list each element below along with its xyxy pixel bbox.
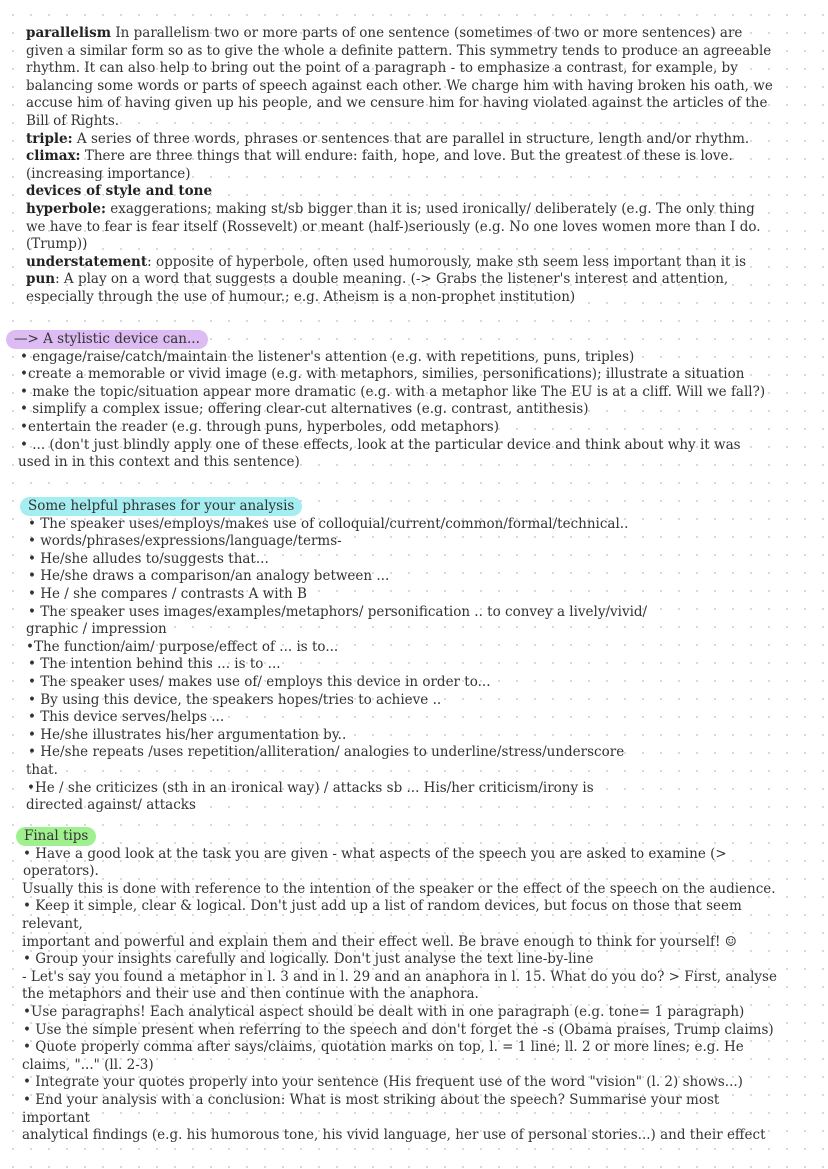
phrases-line: graphic / impression xyxy=(26,621,167,638)
definition-line xyxy=(26,166,191,184)
definition-line xyxy=(26,78,773,96)
definition-text: rhythm. It can also help to bring out the point of a paragraph - to emphasize a contrast, for example, by xyxy=(26,60,738,77)
stylistic-line: • engage/raise/catch/maintain the listener's attention (e.g. with repetitions, puns, triples) xyxy=(20,348,635,365)
definition-term: devices of style and tone xyxy=(26,183,213,200)
definition-term: pun xyxy=(26,271,56,288)
definition-text: we have to fear is fear itself (Rossevelt) or meant (half-)seriously (e.g. No one loves women more than I do. xyxy=(26,218,761,235)
tips-line: the metaphors and their use and then continue with the anaphora. xyxy=(22,986,479,1003)
definition-text: : opposite of hyperbole, often used humorously, make sth seem less important than it is xyxy=(147,253,747,270)
definition-line xyxy=(26,113,119,131)
definition-line xyxy=(26,183,212,201)
phrases-line: • He/she repeats /uses repetition/alliteration/ analogies to underline/stress/underscore xyxy=(28,744,625,761)
definition-line xyxy=(26,201,755,219)
tips-line: relevant, xyxy=(22,916,83,932)
stylistic-heading-highlight: —> A stylistic device can... xyxy=(6,330,208,349)
tips-heading xyxy=(22,828,96,846)
definition-text: Bill of Rights. xyxy=(26,113,120,129)
tips-line: • Integrate your quotes properly into your sentence (His frequent use of the word "vision" (l. 2) shows...) xyxy=(23,1074,743,1091)
phrases-line: • The speaker uses/ makes use of/ employs this device in order to... xyxy=(28,674,491,690)
definition-text: (Trump)) xyxy=(26,236,88,253)
phrases-line: • He / she compares / contrasts A with B xyxy=(28,586,307,602)
stylistic-line: • make the topic/situation appear more dramatic (e.g. with a metaphor like The EU is at a cliff. Will we fall?) xyxy=(20,383,766,400)
phrases-line: • The intention behind this ... is to ... xyxy=(28,656,281,673)
tips-line: • Group your insights carefully and logically. Don't just analyse the text line-by-line xyxy=(23,951,594,968)
definition-term: climax: xyxy=(26,148,81,165)
stylistic-line: • ... (don't just blindly apply one of these effects, look at the particular device and think about why it was xyxy=(20,436,741,453)
definition-text: exaggerations; making st/sb bigger than it is; used ironically/ deliberately (e.g. The only thing xyxy=(105,201,755,217)
tips-line: •Use paragraphs! Each analytical aspect should be dealt with in one paragraph (e.g. tone= 1 paragraph) xyxy=(23,1004,745,1020)
definition-term: parallelism xyxy=(26,25,112,41)
definition-text: In parallelism two or more parts of one sentence (sometimes of two or more sentences) are xyxy=(111,25,743,41)
phrases-line: directed against/ attacks xyxy=(26,797,196,814)
phrases-line: that. xyxy=(26,762,58,778)
tips-line: analytical findings (e.g. his humorous tone, his vivid language, her use of personal stories...) and their effect xyxy=(22,1127,766,1144)
tips-line: Usually this is done with reference to the intention of the speaker or the effect of the speech on the audience. xyxy=(22,880,776,897)
phrases-line: • This device serves/helps ... xyxy=(28,709,225,726)
tips-line: operators). xyxy=(23,863,99,880)
tips-line: - Let's say you found a metaphor in l. 3 and in l. 29 and an anaphora in l. 15. What do you do? > First, analyse xyxy=(22,968,777,985)
definition-line xyxy=(26,254,746,272)
phrases-heading xyxy=(26,498,302,516)
tips-line: • End your analysis with a conclusion: What is most striking about the speech? Summarise your most xyxy=(23,1092,720,1108)
phrases-line: •He / she criticizes (sth in an ironical way) / attacks sb ... His/her criticism/irony is xyxy=(27,779,594,796)
phrases-heading-highlight: Some helpful phrases for your analysis xyxy=(20,497,302,516)
definition-text: given a similar form so as to give the whole a definite pattern. This symmetry tends to produce an agreeable xyxy=(26,42,772,59)
definition-text: (increasing importance) xyxy=(26,165,191,182)
definition-line xyxy=(26,131,749,149)
tips-line: • Have a good look at the task you are given - what aspects of the speech you are asked to examine (> xyxy=(23,845,727,862)
definition-line xyxy=(26,271,728,289)
tips-line: important xyxy=(22,1109,90,1126)
tips-line: • Keep it simple, clear & logical. Don't just add up a list of random devices, but focus on those that seem xyxy=(23,898,742,915)
phrases-line: • He/she illustrates his/her argumentation by.. xyxy=(28,726,347,743)
definition-text: A series of three words, phrases or sentences that are parallel in structure, length and/or rhythm. xyxy=(72,130,750,147)
tips-line: important and powerful and explain them and their effect well. Be brave enough to think for yourself! ☺ xyxy=(22,933,737,950)
definition-text: balancing some words or parts of speech against each other. We charge him with having broken his oath, we xyxy=(26,77,773,94)
tips-line: claims, "..." (ll. 2-3) xyxy=(22,1056,154,1073)
tips-heading-highlight: Final tips xyxy=(16,827,96,846)
definition-text: There are three things that will endure: faith, hope, and love. But the greatest of these is love. xyxy=(80,148,733,165)
stylistic-line: •create a memorable or vivid image (e.g. with metaphors, similies, personifications); illustrate a situation xyxy=(20,366,745,383)
phrases-line: •The function/aim/ purpose/effect of ... is to... xyxy=(26,638,339,655)
definition-line xyxy=(26,25,742,43)
phrases-line: • The speaker uses images/examples/metaphors/ personification .. to convey a lively/vivid/ xyxy=(28,603,648,620)
phrases-line: • words/phrases/expressions/language/terms- xyxy=(28,533,342,550)
definition-line xyxy=(26,95,767,113)
definition-text: accuse him of having given up his people, and we censure him for having violated against the articles of the xyxy=(26,95,768,112)
definition-line xyxy=(26,60,738,78)
definition-term: hyperbole: xyxy=(26,201,106,217)
stylistic-heading xyxy=(12,331,208,349)
definition-line xyxy=(26,43,771,61)
phrases-line: • The speaker uses/employs/makes use of colloquial/current/common/formal/technical.. xyxy=(28,515,629,532)
definition-line xyxy=(26,148,733,166)
definition-text: especially through the use of humour.; e.g. Atheism is a non-prophet institution) xyxy=(26,289,576,305)
tips-line: • Quote properly comma after says/claims, quotation marks on top, l. = 1 line; ll. 2 or more lines; e.g. He xyxy=(23,1039,744,1056)
definition-line xyxy=(26,289,575,307)
definition-term: understatement xyxy=(26,253,148,270)
phrases-line: • He/she draws a comparison/an analogy between ... xyxy=(28,568,390,585)
stylistic-line: used in in this context and this sentence) xyxy=(18,454,300,471)
definition-line xyxy=(26,236,87,254)
phrases-line: • By using this device, the speakers hopes/tries to achieve .. xyxy=(28,691,442,708)
phrases-line: • He/she alludes to/suggests that... xyxy=(28,550,269,567)
definition-line xyxy=(26,219,761,237)
stylistic-line: • simplify a complex issue; offering clear-cut alternatives (e.g. contrast, antithesis) xyxy=(20,401,589,418)
stylistic-line: •entertain the reader (e.g. through puns, hyperboles, odd metaphors) xyxy=(20,419,499,435)
tips-line: • Use the simple present when referring to the speech and don't forget the -s (Obama praises, Trump claims) xyxy=(23,1021,774,1038)
definition-term: triple: xyxy=(26,130,73,147)
definition-text: : A play on a word that suggests a double meaning. (-> Grabs the listener's interest and attention, xyxy=(55,271,729,288)
